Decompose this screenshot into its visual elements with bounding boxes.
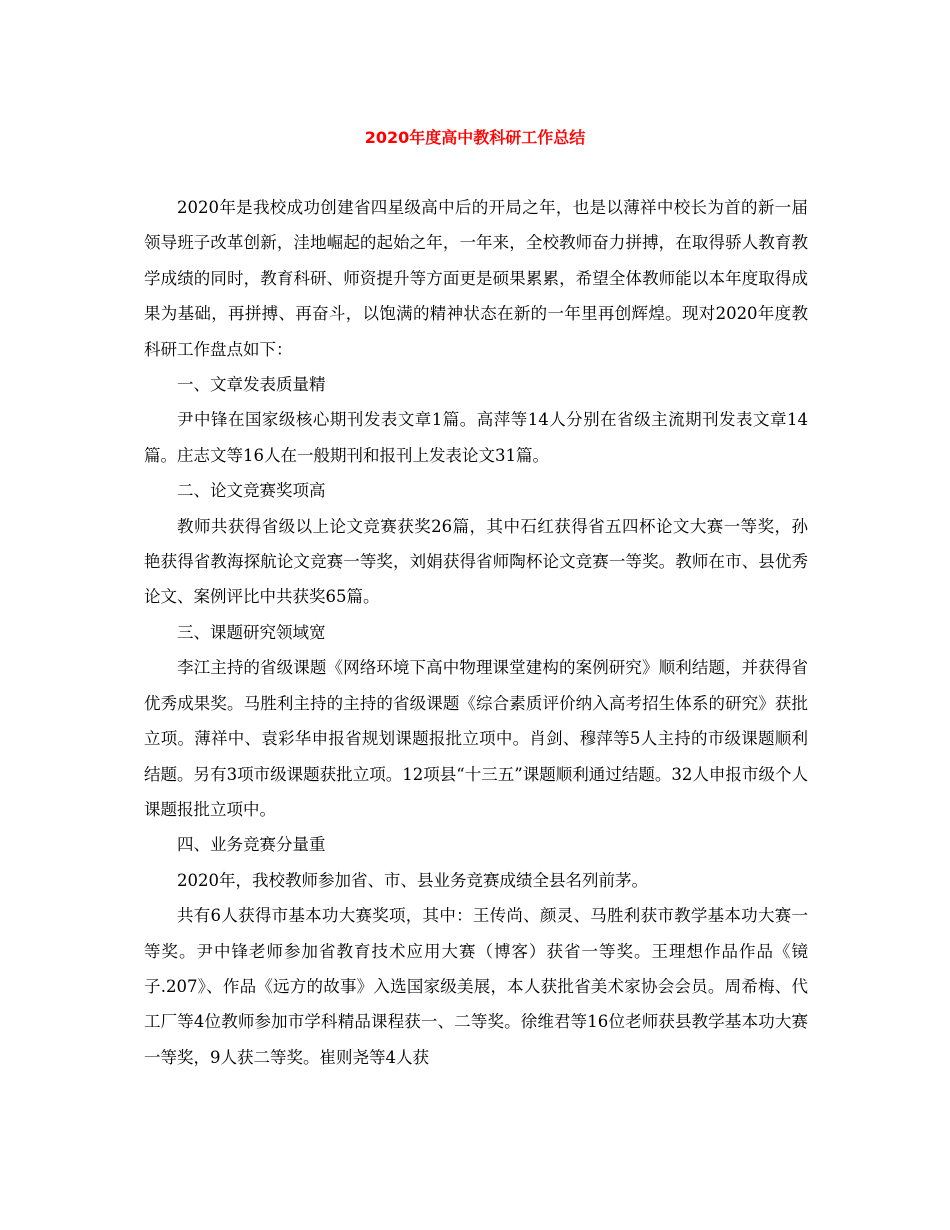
section-heading-4: 四、业务竞赛分量重	[177, 835, 326, 855]
paragraph-section-3: 李江主持的省级课题《网络环境下高中物理课堂建构的案例研究》顺利结题，并获得省优秀成果奖。马胜利主持的主持的省级课题《综合素质评价纳入高考招生体系的研究》获批立项。薄祥中、袁彩华申报省规划课题报批立项中。肖剑、穆萍等5人主持的市级课题顺利结题。另有3项市级课题获批立项。12项县“十三五”课题顺利通过结题。32人申报市级个人课题报批立项中。	[144, 658, 808, 819]
paragraph-section-4-details: 共有6人获得市基本功大赛奖项，其中：王传尚、颜灵、马胜利获市教学基本功大赛一等奖。尹中锋老师参加省教育技术应用大赛（博客）获省一等奖。王理想作品作品《镜子.207》、作品《远方的故事》入选国家级美展，本人获批省美术家协会会员。周希梅、代工厂等4位教师参加市学科精品课程获一、二等奖。徐维君等16位老师获县教学基本功大赛一等奖，9人获二等奖。崔则尧等4人获	[144, 906, 808, 1067]
section-heading-3: 三、课题研究领域宽	[177, 622, 326, 642]
document-body	[144, 190, 808, 1075]
paragraph-section-2: 教师共获得省级以上论文竞赛获奖26篇，其中石红获得省五四杯论文大赛一等奖，孙艳获得省教海探航论文竞赛一等奖，刘娟获得省师陶杯论文竞赛一等奖。教师在市、县优秀论文、案例评比中共获奖65篇。	[144, 516, 808, 607]
paragraph-section-1: 尹中锋在国家级核心期刊发表文章1篇。高萍等14人分别在省级主流期刊发表文章14篇。庄志文等16人在一般期刊和报刊上发表论文31篇。	[144, 410, 808, 465]
document-title: 2020年度高中教科研工作总结	[364, 128, 586, 147]
section-heading-1: 一、文章发表质量精	[177, 375, 326, 395]
paragraph-section-4-intro: 2020年，我校教师参加省、市、县业务竞赛成绩全县名列前茅。	[177, 870, 648, 890]
section-heading-2: 二、论文竞赛奖项高	[177, 481, 326, 501]
paragraph-intro: 2020年是我校成功创建省四星级高中后的开局之年，也是以薄祥中校长为首的新一届领导班子改革创新，洼地崛起的起始之年，一年来，全校教师奋力拼搏，在取得骄人教育教学成绩的同时，教育科研、师资提升等方面更是硕果累累，希望全体教师能以本年度取得成果为基础，再拼搏、再奋斗，以饱满的精神状态在新的一年里再创辉煌。现对2020年度教科研工作盘点如下：	[144, 198, 808, 359]
